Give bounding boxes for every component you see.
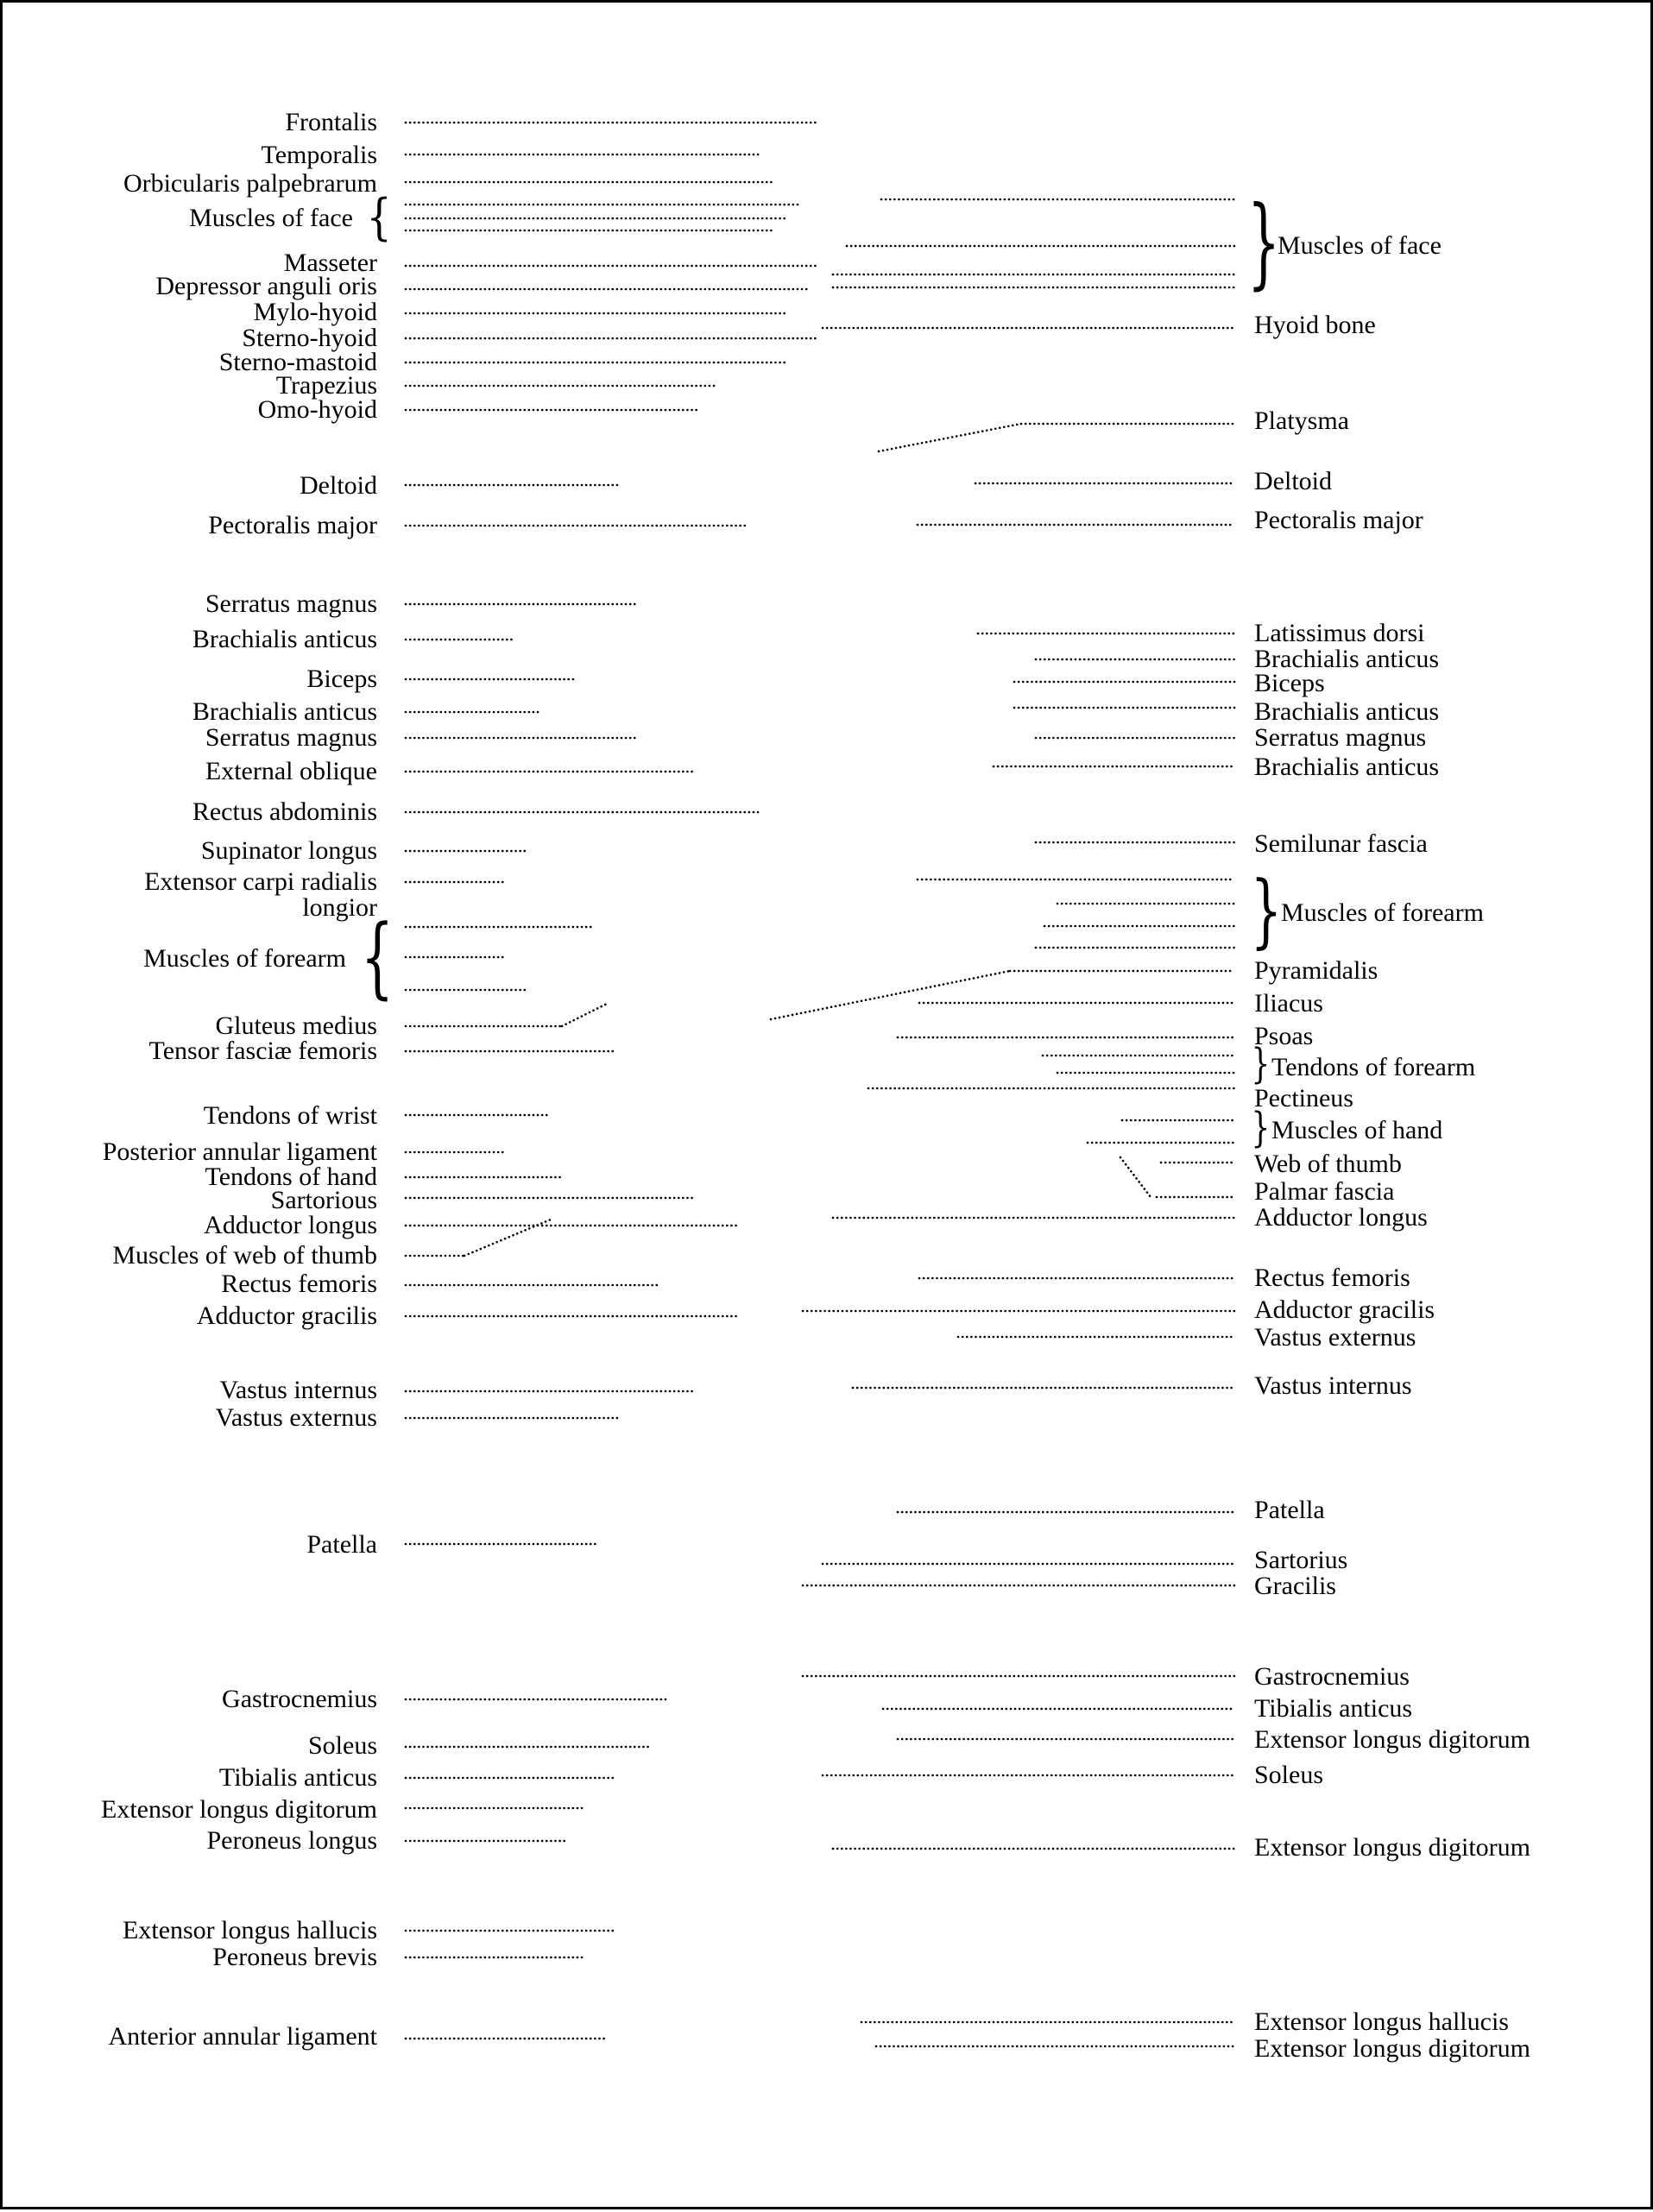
left-label-muscles-of-forearm: Muscles of forearm — [143, 944, 346, 973]
right-label-pectineus: Pectineus — [1254, 1084, 1353, 1112]
left-label-longior: longior — [302, 893, 377, 922]
left-label-orbicularis-palpebrarum: Orbicularis palpebrarum — [123, 169, 377, 198]
left-label-peroneus-brevis: Peroneus brevis — [212, 1943, 377, 1971]
right-label-gastrocnemius: Gastrocnemius — [1254, 1662, 1410, 1691]
left-label-extensor-longus-digitorum: Extensor longus digitorum — [101, 1795, 377, 1824]
left-label-extensor-carpi-radialis: Extensor carpi radialis — [144, 867, 377, 896]
left-label-supinator-longus: Supinator longus — [200, 836, 377, 865]
right-label-tendons-of-forearm: Tendons of forearm — [1271, 1053, 1476, 1081]
right-label-muscles-of-face: Muscles of face — [1278, 231, 1442, 260]
right-brace: } — [1247, 186, 1281, 301]
left-label-rectus-abdominis: Rectus abdominis — [192, 797, 377, 826]
right-label-tibialis-anticus: Tibialis anticus — [1254, 1694, 1413, 1723]
right-label-deltoid: Deltoid — [1254, 467, 1332, 495]
right-label-vastus-internus: Vastus internus — [1254, 1371, 1412, 1400]
right-label-hyoid-bone: Hyoid bone — [1254, 311, 1376, 339]
right-label-brachialis-anticus: Brachialis anticus — [1254, 645, 1440, 673]
left-label-tensor-fasci-femoris: Tensor fasciæ femoris — [148, 1037, 377, 1065]
left-label-sterno-mastoid: Sterno-mastoid — [218, 348, 377, 376]
left-label-brachialis-anticus: Brachialis anticus — [192, 697, 377, 726]
right-label-sartorius: Sartorius — [1254, 1546, 1348, 1574]
left-label-rectus-femoris: Rectus femoris — [221, 1270, 377, 1298]
left-label-frontalis: Frontalis — [285, 108, 377, 136]
slanted-leader-line — [879, 424, 1021, 451]
left-label-posterior-annular-ligament: Posterior annular ligament — [102, 1138, 377, 1166]
left-label-muscles-of-face: Muscles of face — [189, 204, 353, 232]
right-label-semilunar-fascia: Semilunar fascia — [1254, 829, 1428, 858]
right-label-muscles-of-hand: Muscles of hand — [1271, 1116, 1443, 1144]
left-label-muscles-of-web-of-thumb: Muscles of web of thumb — [112, 1241, 377, 1270]
left-label-sterno-hyoid: Sterno-hyoid — [242, 324, 377, 352]
left-label-mylo-hyoid: Mylo-hyoid — [253, 298, 377, 326]
right-label-pyramidalis: Pyramidalis — [1254, 956, 1379, 985]
right-label-web-of-thumb: Web of thumb — [1254, 1150, 1402, 1178]
left-label-vastus-internus: Vastus internus — [219, 1376, 377, 1404]
slanted-leader-line — [771, 971, 1010, 1019]
left-label-peroneus-longus: Peroneus longus — [206, 1826, 377, 1855]
left-label-tendons-of-hand: Tendons of hand — [205, 1163, 377, 1191]
left-label-omo-hyoid: Omo-hyoid — [257, 395, 377, 424]
left-label-tendons-of-wrist: Tendons of wrist — [203, 1101, 377, 1130]
left-label-masseter: Masseter — [283, 249, 377, 277]
right-brace: } — [1251, 1040, 1271, 1089]
right-label-extensor-longus-digitorum: Extensor longus digitorum — [1254, 1833, 1530, 1862]
right-label-adductor-longus: Adductor longus — [1254, 1203, 1428, 1232]
right-label-extensor-longus-hallucis: Extensor longus hallucis — [1254, 2007, 1509, 2036]
left-label-tibialis-anticus: Tibialis anticus — [218, 1763, 377, 1792]
right-label-patella: Patella — [1254, 1496, 1325, 1524]
right-label-vastus-externus: Vastus externus — [1254, 1323, 1416, 1352]
left-label-deltoid: Deltoid — [300, 471, 377, 500]
right-label-pectoralis-major: Pectoralis major — [1254, 506, 1423, 534]
left-label-adductor-longus: Adductor longus — [204, 1211, 377, 1239]
left-label-soleus: Soleus — [307, 1731, 377, 1760]
left-label-biceps: Biceps — [306, 665, 377, 693]
left-label-vastus-externus: Vastus externus — [215, 1403, 377, 1432]
left-label-trapezius: Trapezius — [275, 371, 377, 400]
left-label-sartorious: Sartorious — [270, 1186, 377, 1214]
left-brace: { — [366, 186, 392, 246]
right-label-muscles-of-forearm: Muscles of forearm — [1281, 898, 1484, 927]
left-label-external-oblique: External oblique — [205, 757, 377, 785]
right-label-brachialis-anticus: Brachialis anticus — [1254, 753, 1440, 781]
left-label-serratus-magnus: Serratus magnus — [205, 589, 377, 618]
left-label-temporalis: Temporalis — [261, 141, 377, 169]
right-label-serratus-magnus: Serratus magnus — [1254, 723, 1427, 752]
right-brace: } — [1250, 863, 1283, 958]
left-label-gastrocnemius: Gastrocnemius — [222, 1685, 377, 1713]
left-label-pectoralis-major: Pectoralis major — [208, 511, 377, 539]
right-label-platysma: Platysma — [1254, 406, 1349, 435]
left-label-anterior-annular-ligament: Anterior annular ligament — [108, 2022, 377, 2051]
left-label-patella: Patella — [306, 1530, 377, 1559]
right-label-gracilis: Gracilis — [1254, 1572, 1336, 1600]
slanted-leader-line — [1120, 1157, 1151, 1197]
right-label-adductor-gracilis: Adductor gracilis — [1254, 1295, 1435, 1324]
right-label-latissimus-dorsi: Latissimus dorsi — [1254, 619, 1425, 647]
left-label-depressor-anguli-oris: Depressor anguli oris — [155, 272, 377, 300]
left-brace: { — [361, 906, 394, 1010]
left-label-gluteus-medius: Gluteus medius — [215, 1011, 377, 1040]
right-label-palmar-fascia: Palmar fascia — [1254, 1177, 1395, 1206]
right-label-extensor-longus-digitorum: Extensor longus digitorum — [1254, 1725, 1530, 1754]
left-label-adductor-gracilis: Adductor gracilis — [196, 1301, 377, 1330]
right-label-rectus-femoris: Rectus femoris — [1254, 1264, 1410, 1292]
right-brace: } — [1251, 1104, 1271, 1153]
right-label-extensor-longus-digitorum: Extensor longus digitorum — [1254, 2034, 1530, 2063]
slanted-leader-line — [562, 1004, 607, 1026]
right-label-psoas: Psoas — [1254, 1022, 1314, 1050]
left-label-serratus-magnus: Serratus magnus — [205, 723, 377, 752]
right-label-iliacus: Iliacus — [1254, 989, 1323, 1018]
right-label-soleus: Soleus — [1254, 1761, 1324, 1789]
right-label-brachialis-anticus: Brachialis anticus — [1254, 697, 1440, 726]
right-label-biceps: Biceps — [1254, 669, 1325, 697]
left-label-brachialis-anticus: Brachialis anticus — [192, 625, 377, 653]
left-label-extensor-longus-hallucis: Extensor longus hallucis — [123, 1916, 377, 1944]
